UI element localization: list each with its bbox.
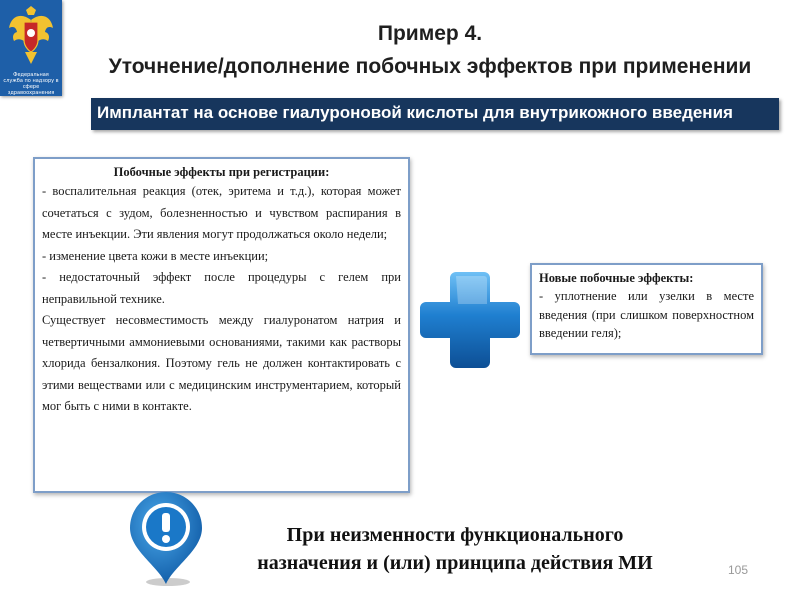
logo-panel bbox=[0, 0, 62, 96]
registration-box-heading: Побочные эффекты при регистрации: bbox=[113, 165, 330, 179]
page-number: 105 bbox=[728, 563, 749, 577]
bottom-statement bbox=[205, 521, 705, 577]
new-side-effects-box bbox=[530, 263, 763, 355]
registration-paragraph: - недостаточный эффект после процедуры с гелем при неправильной технике. bbox=[42, 270, 401, 306]
eagle-emblem-icon bbox=[7, 6, 55, 68]
bottom-statement-line-2: назначения и (или) принципа действия МИ bbox=[257, 552, 653, 574]
registration-paragraph: Существует несовместимость между гиалуронатом натрия и четвертичными аммониевыми основаниями, такими как растворы хлорида бензалкония. Поэтому гель не должен контактировать с этими веществами или с медицинским инструментарием, который мог быть с ними в контакте. bbox=[42, 313, 401, 413]
logo-org-text: Федеральная служба по надзору в сфере здравоохранения bbox=[3, 72, 59, 96]
registration-paragraph: - воспалительная реакция (отек, эритема и т.д.), которая может сочетаться с зудом, болезненностью и чувством распирания в месте инъекции. Эти явления могут продолжаться около недели; bbox=[42, 184, 401, 241]
product-banner-text: Имплантат на основе гиалуроновой кислоты для внутрикожного введения bbox=[97, 103, 733, 122]
slide-title-line-1: Пример 4. bbox=[377, 22, 483, 45]
new-effects-paragraph: - уплотнение или узелки в месте введения (при слишком поверхностном введении геля); bbox=[539, 289, 754, 340]
registration-paragraph: - изменение цвета кожи в месте инъекции; bbox=[42, 248, 269, 263]
registration-side-effects-box bbox=[33, 157, 410, 493]
exclamation-pin-icon bbox=[124, 488, 208, 588]
product-banner bbox=[91, 98, 779, 130]
bottom-statement-line-1: При неизменности функционального bbox=[286, 524, 624, 546]
slide-title-line-2: Уточнение/дополнение побочных эффектов при применении bbox=[108, 55, 752, 78]
plus-icon bbox=[418, 268, 522, 372]
new-effects-heading: Новые побочные эффекты: bbox=[539, 271, 694, 285]
